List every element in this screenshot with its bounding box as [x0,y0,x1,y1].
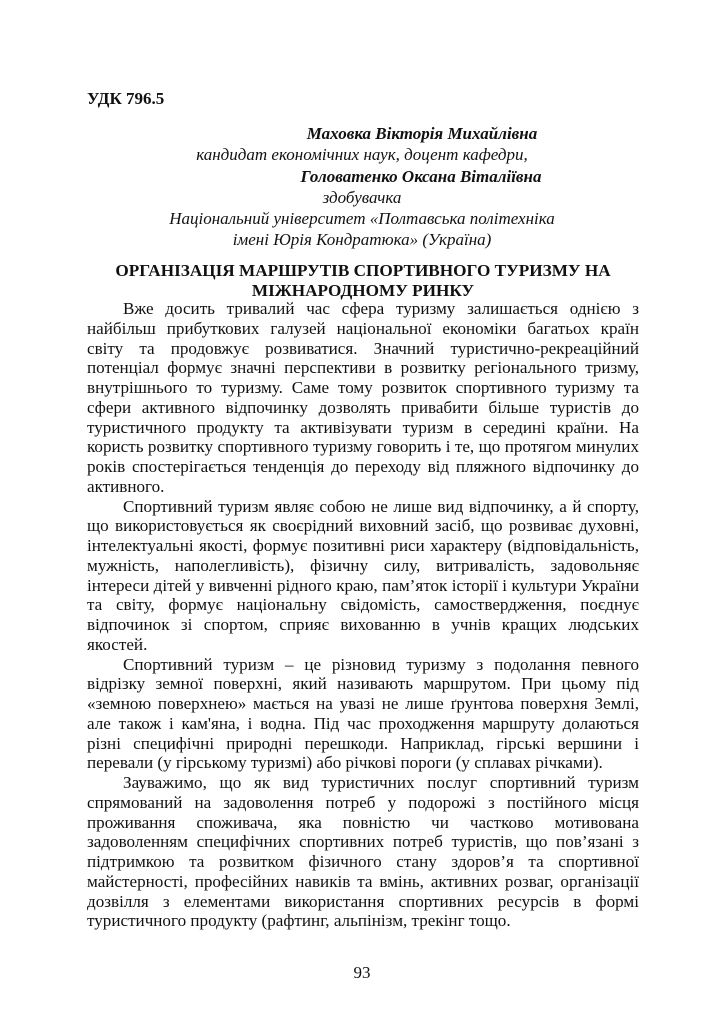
author2-name: Головатенко Оксана Віталіївна [300,166,542,186]
paragraph: Спортивний туризм являє собою не лише вид відпочинку, а й спорту, що використовується як своєрідний виховний засіб, що розвиває духовні, інтелектуальні якості, формує позитивні риси характеру (відповідальність, мужність, наполегливість), фізичну силу, витривалість, задовольняє інтереси дітей у вивченні рідного краю, пам’яток історії і культури України та світу, формує національну свідомість, самоствердження, поєднує відпочинок зі спортом, сприяє вихованню в учнів кращих людських якостей. [87,496,639,654]
author-block [0,123,724,251]
author1-name: Маховка Вікторія Михайлівна [306,124,538,143]
article-title [87,261,639,300]
author2-position: здобувачка [322,187,402,207]
title-line1: ОРГАНІЗАЦІЯ МАРШРУТІВ СПОРТИВНОГО ТУРИЗМУ НА [115,261,611,280]
title-line2: МІЖНАРОДНОМУ РИНКУ [251,280,475,300]
paragraph: Вже досить тривалий час сфера туризму залишається однією з найбільш прибуткових галузей національної економіки багатьох країн світу та продовжує розвиватися. Значний туристично-рекреаційний потенціал формує значні перспективи в розвитку регіонального тризму, внутрішнього то туризму. Саме тому розвиток спортивного туризму та сфери активного відпочинку дозволять привабити більше туристів до туристичного продукту та активізувати туризм в середині країни. На користь розвитку спортивного туризму говорить і те, що протягом минулих років спостерігається тенденція до переходу від пляжного відпочинку до активного. [87,299,639,496]
paragraph: Зауважимо, що як вид туристичних послуг спортивний туризм спрямований на задоволення потреб у подорожі з постійного місця проживання споживача, яка повністю чи частково мотивована задоволенням специфічних спортивних потреб туристів, що пов’язані з підтримкою та розвитком фізичного стану здоров’я та спортивної майстерності, професійних навиків та вмінь, активних розваг, організації дозвілля з елементами використання спортивних ресурсів в формі туристичного продукту (рафтинг, альпінізм, трекінг тощо. [87,773,639,931]
udk-code: УДК 796.5 [87,89,165,108]
page-number: 93 [353,963,371,982]
affiliation-line2: імені Юрія Кондратюка» (Україна) [232,230,492,250]
author1-position: кандидат економічних наук, доцент кафедри, [196,145,528,165]
affiliation-line1: Національний університет «Полтавська політехніка [169,209,555,229]
paragraph: Спортивний туризм – це різновид туризму з подолання певного відрізку земної поверхні, який називають маршрутом. При цьому під «земною поверхнею» мається на увазі не лише ґрунтова поверхня Землі, але також і кам'яна, і водна. Під час проходження маршруту долаються різні специфічні природні перешкоди. Наприклад, гірські вершини і перевали (у гірському туризмі) або річкові пороги (у сплавах річками). [87,654,639,773]
article-body [87,299,639,931]
